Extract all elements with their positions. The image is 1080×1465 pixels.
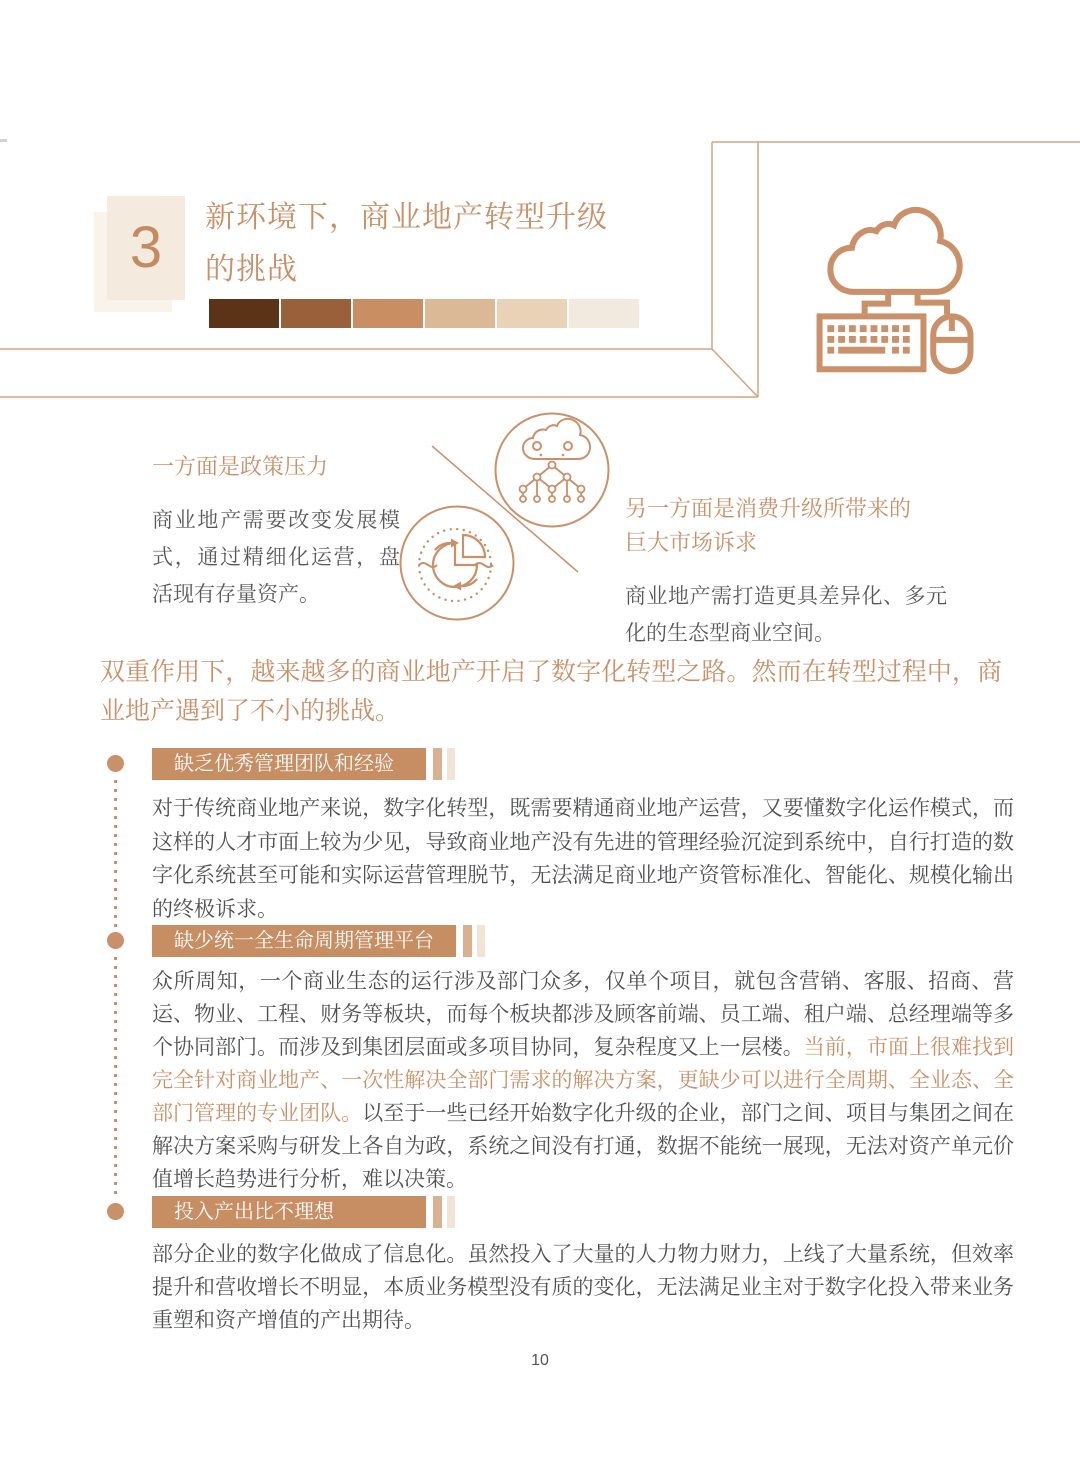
section-body-3 bbox=[152, 1238, 1014, 1337]
section-title-1: 缺乏优秀管理团队和经验 bbox=[152, 748, 426, 780]
text-segment: 以至于一些已经开始数字化升级的企业，部门之间、项目与集团之间在解决方案采购与研发上各自为政，系统之间没有打通，数据不能统一展现，无法对资产单元价值增长趋势进行分析，难以决策。 bbox=[152, 1102, 1014, 1191]
section-header-1 bbox=[152, 748, 455, 780]
section-title-2: 缺少统一全生命周期管理平台 bbox=[152, 925, 456, 957]
accent-bar bbox=[433, 1196, 442, 1228]
page-edge-tick bbox=[0, 139, 7, 142]
accent-bar bbox=[447, 748, 455, 780]
factor-icons bbox=[395, 408, 635, 628]
section-body-1 bbox=[152, 792, 1014, 926]
lead-paragraph: 双重作用下，越来越多的商业地产开启了数字化转型之路。然而在转型过程中，商业地产遇到了不小的挑战。 bbox=[100, 658, 1002, 725]
palette-swatch bbox=[569, 299, 639, 328]
factor-policy-heading: 一方面是政策压力 bbox=[152, 454, 329, 479]
dotted-connector bbox=[114, 780, 117, 928]
text-segment: 对于传统商业地产来说，数字化转型，既需要精通商业地产运营，又要懂数字化运作模式，而这样的人才市面上较为少见，导致商业地产没有先进的管理经验沉淀到系统中，自行打造的数字化系统甚至可能和实际运营管理脱节，无法满足商业地产资管标准化、智能化、规模化输出的终极诉求。 bbox=[152, 797, 1014, 921]
cloud-keyboard-mouse-icon bbox=[798, 192, 994, 380]
palette-swatch bbox=[425, 299, 495, 328]
factor-consumption bbox=[625, 492, 947, 652]
factor-policy bbox=[152, 450, 400, 613]
page-number: 10 bbox=[531, 1352, 549, 1369]
chapter-number-box bbox=[107, 196, 185, 300]
factor-consumption-heading-line1: 另一方面是消费升级所带来的 bbox=[625, 496, 912, 521]
asset-cycle-pie-icon bbox=[401, 507, 514, 620]
palette-bar bbox=[209, 299, 639, 328]
dotted-connector bbox=[114, 957, 117, 1199]
text-segment: 当前，市面上很难找到完全针对商业地产、一次性解决全部门需求的解决方案，更缺少可以进行全周期、全业态、全部门管理的专业团队。 bbox=[152, 1036, 1015, 1125]
palette-swatch bbox=[497, 299, 567, 328]
section-header-3 bbox=[152, 1196, 455, 1228]
factor-policy-body: 商业地产需要改变发展模式，通过精细化运营，盘活现有存量资产。 bbox=[152, 509, 400, 606]
factor-consumption-heading bbox=[625, 492, 947, 560]
section-title-3: 投入产出比不理想 bbox=[152, 1196, 426, 1228]
text-segment: 众所周知，一个商业生态的运行涉及部门众多，仅单个项目，就包含营销、客服、招商、营运、物业、工程、财务等板块，而每个板块都涉及顾客前端、员工端、租户端、总经理端等多个协同部门。而涉及到集团层面或多项目协同，复杂程度又上一层楼。 bbox=[152, 970, 1014, 1059]
chapter-number: 3 bbox=[129, 215, 163, 280]
section-bullet bbox=[107, 932, 124, 949]
text-segment: 部分企业的数字化做成了信息化。虽然投入了大量的人力物力财力，上线了大量系统，但效率提升和营收增长不明显，本质业务模型没有质的变化，无法满足业主对于数字化投入带来业务重塑和资产增值的产出期待。 bbox=[152, 1243, 1014, 1332]
accent-bar bbox=[463, 925, 472, 957]
section-bullet bbox=[107, 755, 124, 772]
palette-swatch bbox=[281, 299, 351, 328]
accent-bar bbox=[477, 925, 485, 957]
section-body-2 bbox=[152, 965, 1014, 1196]
section-bullet bbox=[107, 1203, 124, 1220]
chapter-title bbox=[205, 192, 608, 296]
cloud-data-network-icon bbox=[496, 414, 609, 527]
chapter-title-line1: 新环境下，商业地产转型升级 bbox=[205, 201, 608, 234]
palette-swatch bbox=[353, 299, 423, 328]
section-header-2 bbox=[152, 925, 485, 957]
factor-consumption-heading-line2: 巨大市场诉求 bbox=[625, 530, 758, 555]
chapter-title-line2: 的挑战 bbox=[205, 253, 298, 286]
factor-consumption-body: 商业地产需打造更具差异化、多元化的生态型商业空间。 bbox=[625, 585, 947, 645]
palette-swatch bbox=[209, 299, 279, 328]
accent-bar bbox=[447, 1196, 455, 1228]
accent-bar bbox=[433, 748, 442, 780]
